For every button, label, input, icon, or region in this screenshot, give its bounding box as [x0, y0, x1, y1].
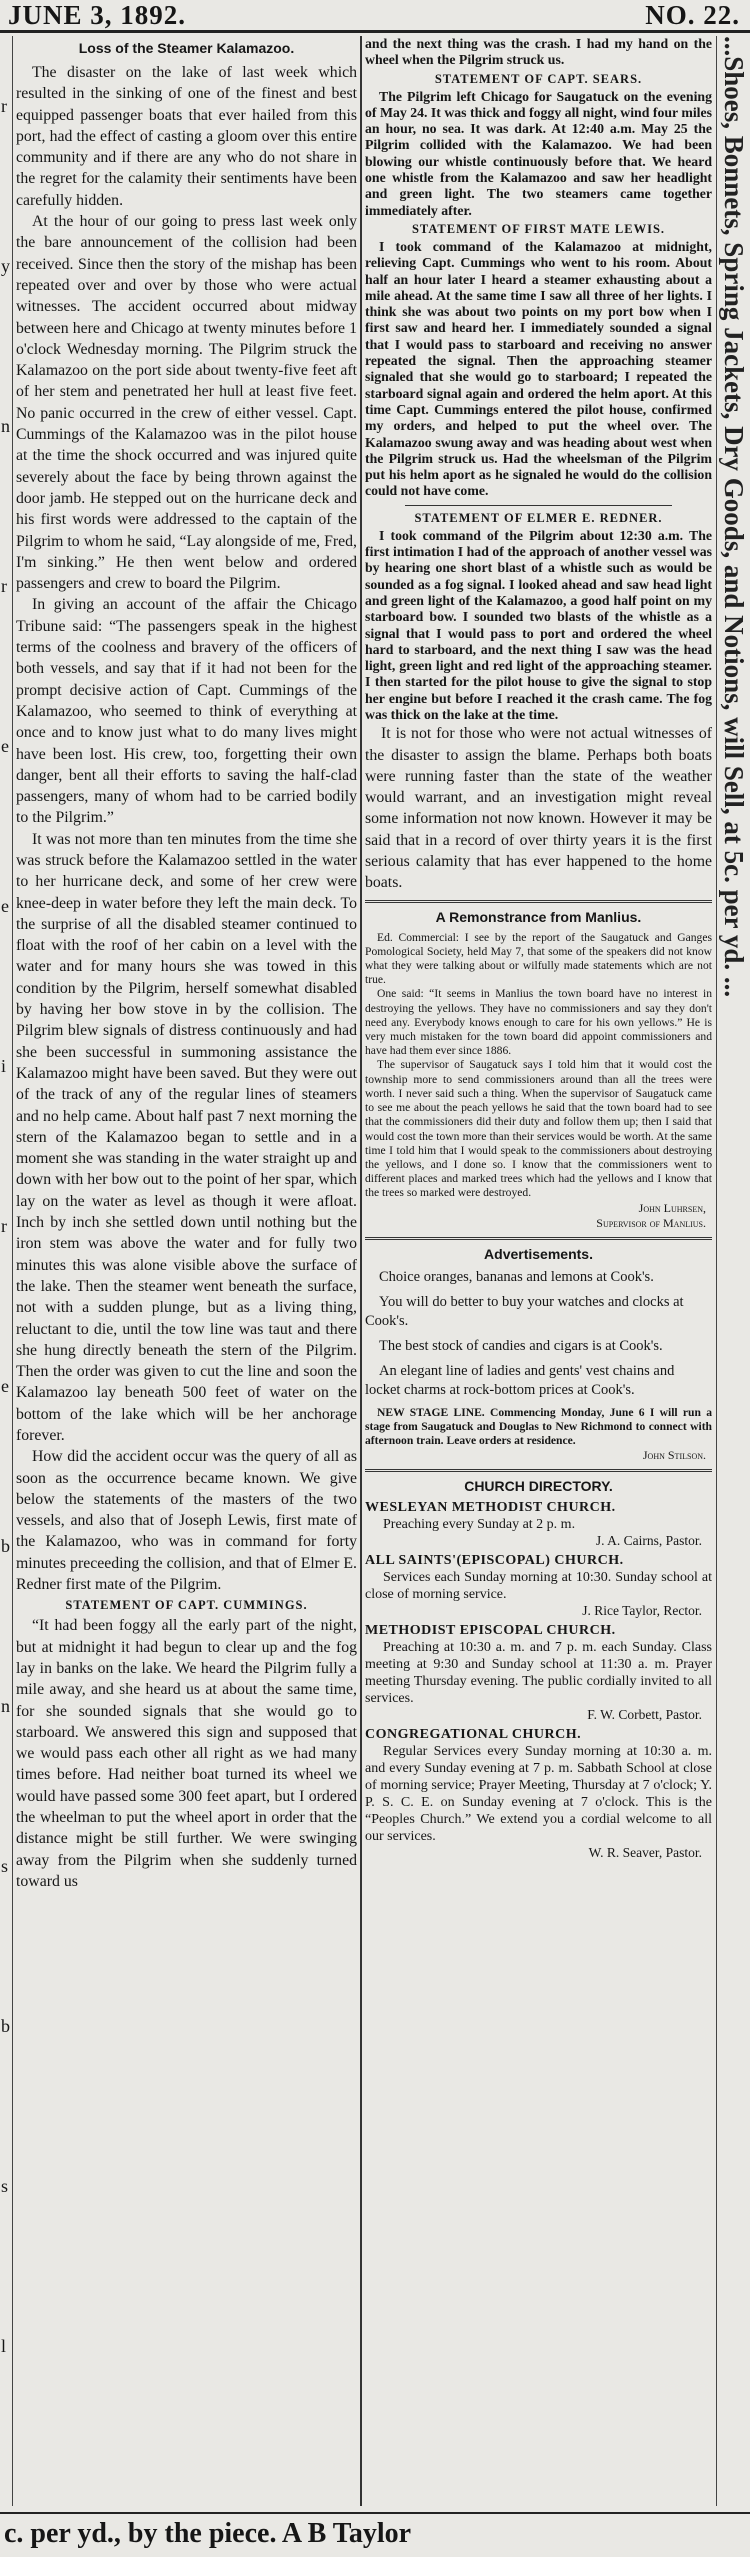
signature: John Luhrsen, — [638, 1200, 706, 1215]
church-directory-title: CHURCH DIRECTORY. — [464, 1478, 613, 1495]
section-rule — [365, 900, 712, 903]
column-divider — [360, 36, 362, 2506]
statement-text: The Pilgrim left Chicago for Saugatuck on the evening of May 24. It was thick and foggy all night, wind four miles an hour, no sea. It was dark. At 12:40 a.m. May 25 the Pilgrim collided with the Kalamazoo. We had been blowing our whistle continuously before that. We heard one whistle from the Kalamazoo and saw her headlight and green light. The two steamers came together immediately after. — [365, 88, 712, 218]
stage-line-notice: NEW STAGE LINE. Commencing Monday, June 6 I will run a stage from Saugatuck and Douglas to New Richmond to connect with afternoon train. Leave orders at residence. — [365, 1405, 712, 1447]
pastor-name: J. Rice Taylor, Rector. — [582, 1603, 702, 1619]
ad-item: The best stock of candies and cigars is at Cook's. — [379, 1337, 663, 1354]
article-title: Loss of the Steamer Kalamazoo. — [78, 40, 295, 56]
statement-heading: STATEMENT OF ELMER E. REDNER. — [414, 510, 663, 525]
statement-heading: STATEMENT OF CAPT. CUMMINGS. — [65, 1598, 308, 1613]
margin-letter: y — [1, 256, 10, 276]
margin-letter: r — [1, 96, 7, 116]
masthead — [0, 0, 750, 33]
church-name: CONGREGATIONAL CHURCH. — [365, 1727, 582, 1743]
margin-letter: s — [1, 1856, 9, 1876]
ad-item: You will do better to buy your watches and clocks at Cook's. — [365, 1293, 684, 1329]
issue-number: NO. 22. — [645, 0, 740, 30]
paragraph: At the hour of our going to press last week only the bare announcement of the collision had been received. Since then the story of the mishap has been repeated over and over by those who were actual witnesses. The accident occurred about midway between here and Chicago at twenty minutes before 1 o'clock Wednesday morning. The Pilgrim struck the Kalamazoo on the port side about twenty-five feet aft of her stem and penetrated her hull at least five feet. No panic occurred in the crew of either vessel. Capt. Cummings of the Kalamazoo was in the pilot house at the time the shock occurred and was injured quite severely about the face by being thrown against the door jamb. He stepped out on the hurricane deck and his first words were addressed to the captain of the Pilgrim to whom he said, “Lay alongside of me, Fred, I'm sinking.” He then went below and ordered passengers and crew to board the Pilgrim. — [16, 213, 357, 593]
separator — [405, 505, 672, 506]
ad-item: An elegant line of ladies and gents' vest chains and locket charms at rock-bottom prices at Cook's. — [365, 1362, 675, 1398]
left-margin-strip — [0, 36, 13, 2506]
closing-paragraph: It is not for those who were not actual witnesses of the disaster to assign the blame. Perhaps both boats were running faster than the state of the weather would warrant, and an investigation might reveal some information not now known. However it may be said that in a record of over thirty years it is the first serious calamity that has ever happened to the home boats. — [365, 725, 712, 892]
vertical-ad-text: ...Shoes, Bonnets, Spring Jackets, Dry Goods, and Notions, will Sell, at 5c. per yd. ... — [719, 36, 749, 998]
letter-paragraph: The supervisor of Saugatuck says I told him that it would cost the township more to send commissioners around than all the trees were worth. I never said such a thing. When the supervisor of Saugatuck came to see me about the peach yellows he said that the town board had to see that the commissioners did their duty and follow them up; then I said that would cost the town more than their services would be worth. At the same time I told him that I would speak to the commissioners about destroying the yellows, and I done so. I know that the commissioners went to different places and marked trees which had the yellows and I know that the trees so marked were destroyed. — [365, 1058, 712, 1200]
church-schedule: Preaching at 10:30 a. m. and 7 p. m. each Sunday. Class meeting at 9:30 and Sunday school at 11:30 a. m. Prayer meeting Thursday evening. The public cordially invited to all services. — [365, 1640, 712, 1707]
margin-letter: e — [1, 896, 9, 916]
footer-ad — [0, 2512, 750, 2557]
margin-letter: s — [1, 2176, 9, 2196]
remonstrance-title: A Remonstrance from Manlius. — [435, 908, 642, 925]
paragraph: In giving an account of the affair the Chicago Tribune said: “The passengers speak in the highest terms of the coolness and bravery of the officers of both vessels, and say that if it had not been for the prompt decisive action of Capt. Cummings of the Kalamazoo, who seemed to think of everything at once and to know just what to do many lives might have been lost. His crew, too, forgetting their own danger, bent all their efforts to saving the half-clad passengers, many of whom had to be carried bodily to the Pilgrim.” — [16, 596, 357, 827]
church-schedule: Services each Sunday morning at 10:30. Sunday school at close of morning service. — [365, 1570, 712, 1603]
column-right — [365, 36, 712, 2506]
statement-text: I took command of the Pilgrim about 12:30 a.m. The first intimation I had of the approach of another vessel was by hearing one short blast of a whistle such as would be sounded as a fog signal. I looked ahead and saw head light and green light of the Kalamazoo, a good half point on my starboard bow. I sounded two blasts of the whistle as a signal that I would pass to port and ordered the wheel hard to starboard, and the next thing I saw was the head light, green light and red light of the approaching steamer. I then started for the pilot house to give the signal to stop her engine but before I reached it the crash came. The fog was thick on the lake at the time. — [365, 527, 712, 722]
margin-letter: n — [1, 1696, 10, 1716]
paragraph: The disaster on the lake of last week which resulted in the sinking of one of the finest and best equipped passenger boats that ever hailed from this port, had the effect of casting a gloom over this entire community and if there are any who do not share in the regret for the calamity their sentiments have been carefully hidden. — [16, 64, 357, 209]
ad-item: Choice oranges, bananas and lemons at Cook's. — [379, 1268, 654, 1285]
continued-text: and the next thing was the crash. I had my hand on the wheel when the Pilgrim struck us. — [365, 36, 712, 68]
margin-letter: r — [1, 576, 7, 596]
margin-letter: e — [1, 1376, 9, 1396]
pastor-name: J. A. Cairns, Pastor. — [595, 1533, 702, 1549]
signature: John Stilson. — [642, 1448, 706, 1463]
margin-letter: l — [1, 2336, 7, 2356]
statement-text: I took command of the Kalamazoo at midnight, relieving Capt. Cummings who went to his room. About half an hour later I heard a steamer exhausting about a mile ahead. At the same time I saw all three of her lights. I think she was about two points on my port bow when I first saw and heard her. I immediately sounded a signal that I would pass to starboard and receiving no answer repeated the signal. Then the approaching steamer signaled that she would go to starboard; I repeated the starboard signal again and ordered the helm aport. At this time Capt. Cummings entered the pilot house, confirmed my orders, and helped to put the wheel over. The Kalamazoo swung away and was heading about west when the Pilgrim struck us. Had the wheelsman of the Pilgrim put his helm aport as he signaled he would do the collision could not have come. — [365, 238, 712, 499]
letter-paragraph: One said: “It seems in Manlius the town board have no interest in destroying the yellows. They have no commissioners and say they don't need any. Everybody knows enough to care for his own yellows.” He is very much mistaken for the town board did appoint commissioners and have had them ever since 1886. — [365, 987, 712, 1058]
statement-text: “It had been foggy all the early part of the night, but at midnight it had begun to clear up and the fog lay in banks on the lake. We heard the Pilgrim fully a mile away, and she heard us at about the same time, for she sounded signals that she would go to starboard. We answered this sign and supposed that we would pass each other all right as we had many times before. Had neither boat turned its wheel we would have passed some 300 feet apart, but I ordered the wheelman to put the wheel aport in order that the distance might be still further. We were swinging away from the Pilgrim when she suddenly turned toward us — [16, 1617, 357, 1890]
ads-title: Advertisements. — [484, 1245, 593, 1262]
right-margin-strip — [716, 36, 750, 2506]
margin-letter: n — [1, 416, 10, 436]
church-schedule: Preaching every Sunday at 2 p. m. — [383, 1517, 576, 1533]
statement-heading: STATEMENT OF FIRST MATE LEWIS. — [411, 221, 666, 236]
footer-ad-text: c. per yd., by the piece. A B Taylor — [4, 2518, 412, 2549]
signature-title: Supervisor of Manlius. — [596, 1215, 706, 1230]
margin-letter: r — [1, 1216, 7, 1236]
paragraph: It was not more than ten minutes from the time she was struck before the Kalamazoo settled in the water to her hurricane deck, and some of her crew were knee-deep in water before they left the main deck. To the surprise of all the disabled steamer continued to float with the roof of her cabin on a level with the water and for many hours she was towed in this condition by the Pilgrim, herself somewhat disabled by having her bow stove in by the collision. The Pilgrim blew signals of distress continuously and had she been successful in summoning assistance the Kalamazoo might have been saved. But they were out of the track of any of the regular lines of steamers and no help came. About half past 7 next morning the stern of the Kalamazoo began to settle and in a moment she was standing in the water straight up and down with her bow out to the point of her spar, which lay on the water as level as though it were afloat. Inch by inch she settled down until nothing but the iron stem was above the water and for fully two minutes this was alone visible above the surface of the lake. Then the steamer went beneath the surface, not with a sudden plunge, but as a living thing, reluctant to die, until the tow line was taut and there she hung directly beneath the stern of the Pilgrim. Then the order was given to cut the line and soon the Kalamazoo lay beneath 500 feet of water on the bottom of the lake which will be her anchorage forever. — [16, 830, 357, 1444]
pastor-name: W. R. Seaver, Pastor. — [588, 1845, 702, 1861]
church-schedule: Regular Services every Sunday morning at 10:30 a. m. and every Sunday evening at 7 p. m. Sabbath School at close of morning service; Prayer Meeting, Thursday at 7 o'clock; Y. P. S. C. E. on Sunday evening at 7 o'clock. This is the “Peoples Church.” We extend you a cordial welcome to all our services. — [365, 1744, 712, 1845]
paragraph: How did the accident occur was the query of all as soon as the occurrence became known. We give below the statements of the masters of the two vessels, and also that of Joseph Lewis, first mate of the Kalamazoo, who was in command for forty minutes preceeding the collision, and that of Elmer E. Redner first mate of the Pilgrim. — [16, 1448, 357, 1594]
margin-letter: b — [1, 1536, 10, 1556]
issue-date: JUNE 3, 1892. — [8, 0, 187, 30]
column-left — [16, 36, 357, 2506]
margin-letter: i — [1, 1056, 7, 1076]
margin-letter: e — [1, 736, 9, 756]
section-rule — [365, 1237, 712, 1240]
section-rule — [365, 1469, 712, 1472]
church-name: METHODIST EPISCOPAL CHURCH. — [365, 1623, 616, 1639]
margin-letter: b — [1, 2016, 10, 2036]
letter-paragraph: Ed. Commercial: I see by the report of the Saugatuck and Ganges Pomological Society, held May 7, that some of the speakers did not know what they were talking about or wilfully made statements which are not true. — [365, 930, 712, 987]
statement-heading: STATEMENT OF CAPT. SEARS. — [434, 71, 643, 86]
church-name: ALL SAINTS'(EPISCOPAL) CHURCH. — [365, 1553, 624, 1569]
pastor-name: F. W. Corbett, Pastor. — [587, 1707, 702, 1723]
church-name: WESLEYAN METHODIST CHURCH. — [365, 1500, 616, 1516]
